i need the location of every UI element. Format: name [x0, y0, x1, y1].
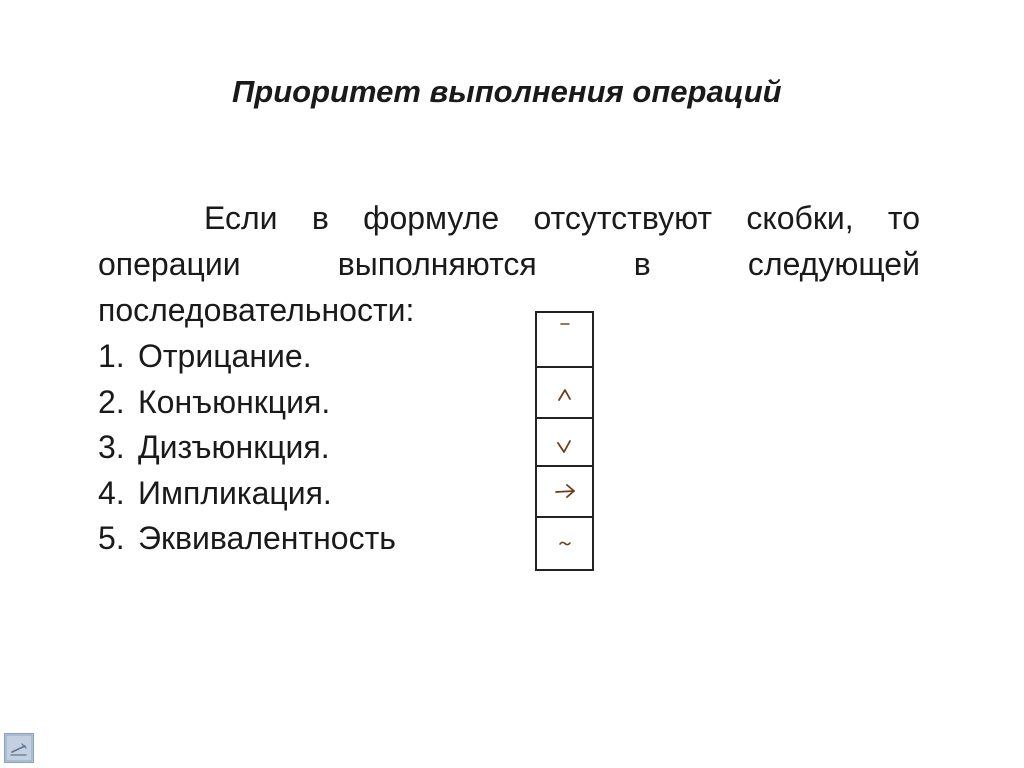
operator-cell [537, 465, 592, 518]
paragraph-word: выполняются [337, 246, 537, 282]
pen-icon [5, 734, 33, 762]
list-label: Дизъюнкция. [138, 429, 330, 465]
slide-title: Приоритет выполнения операций [232, 74, 782, 109]
equivalence-tilde-icon [537, 518, 592, 571]
paragraph-line-1 [98, 196, 920, 242]
paragraph-word: отсутствуют [533, 200, 713, 236]
list-number: 5. [98, 520, 125, 556]
list-label: Конъюнкция. [138, 383, 331, 420]
operator-cell [537, 516, 592, 571]
list-item [98, 516, 396, 562]
operator-cell [537, 313, 592, 366]
list-number: 1. [98, 338, 125, 374]
paragraph-word: последовательности: [98, 292, 415, 328]
paragraph-word: операции [98, 246, 241, 282]
operations-list [98, 334, 396, 562]
paragraph-word: скобки, [746, 200, 854, 236]
operator-cell [537, 366, 592, 419]
list-item [98, 334, 396, 380]
paragraph-word: то [887, 200, 920, 236]
paragraph-word: следующей [747, 246, 920, 282]
intro-paragraph [98, 196, 920, 334]
paragraph-line-3 [98, 288, 920, 334]
disjunction-icon [537, 419, 592, 467]
list-label: Отрицание. [138, 338, 312, 374]
paragraph-word: Если [204, 200, 278, 236]
conjunction-icon [537, 368, 592, 419]
paragraph-word: в [311, 200, 329, 236]
paragraph-line-2 [98, 242, 920, 288]
list-label: Импликация. [138, 474, 332, 511]
operator-cell [537, 417, 592, 467]
paragraph-word: формуле [363, 200, 500, 236]
list-number: 3. [98, 429, 125, 465]
list-item [98, 380, 396, 426]
negation-bar-icon [537, 313, 592, 366]
paragraph-word: в [633, 246, 651, 282]
list-item [98, 471, 396, 517]
list-number: 2. [98, 383, 125, 420]
list-number: 4. [98, 474, 125, 511]
list-item [98, 425, 396, 471]
operator-symbol-table [535, 311, 594, 571]
implication-arrow-icon [537, 467, 592, 518]
list-label: Эквивалентность [138, 520, 396, 556]
slide-navigation-icon[interactable] [4, 733, 34, 763]
